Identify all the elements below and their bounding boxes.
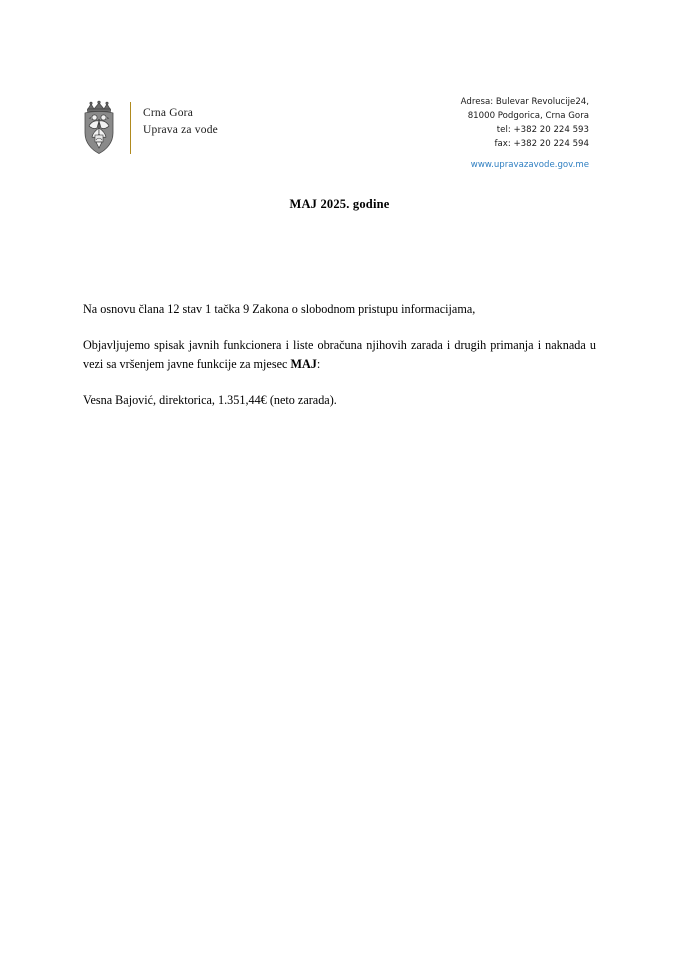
address-line-2: 81000 Podgorica, Crna Gora	[467, 110, 589, 121]
letterhead	[0, 96, 679, 176]
paragraph-legal-basis: Na osnovu člana 12 stav 1 tačka 9 Zakona o slobodnom pristupu informacijama,	[83, 302, 476, 316]
telephone: tel: +382 20 224 593	[496, 124, 589, 135]
paragraph-announcement	[83, 336, 596, 373]
fax: fax: +382 20 224 594	[494, 138, 589, 149]
website-link[interactable]: www.upravazavode.gov.me	[470, 159, 589, 170]
authority-name: Uprava za vode	[143, 123, 218, 136]
organization-names	[143, 105, 218, 138]
paragraph-official-entry: Vesna Bajović, direktorica, 1.351,44€ (neto zarada).	[83, 392, 337, 407]
montenegro-coat-of-arms-icon	[78, 100, 120, 156]
country-name: Crna Gora	[143, 107, 194, 119]
page-title: MAJ 2025. godine	[289, 197, 390, 211]
document-body	[83, 300, 596, 427]
address-line-1: Adresa: Bulevar Revolucije24,	[460, 97, 589, 107]
announcement-text-2: :	[316, 356, 321, 371]
letterhead-divider	[130, 102, 131, 154]
announcement-text-1: Objavljujemo spisak javnih funkcionera i liste obračuna njihovih zarada i drugih primanja i naknada u vezi sa vršenjem javne funkcije za mjesec	[83, 338, 596, 371]
contact-details	[461, 96, 589, 173]
announcement-month: MAJ	[290, 356, 317, 371]
letterhead-identity	[78, 100, 218, 156]
